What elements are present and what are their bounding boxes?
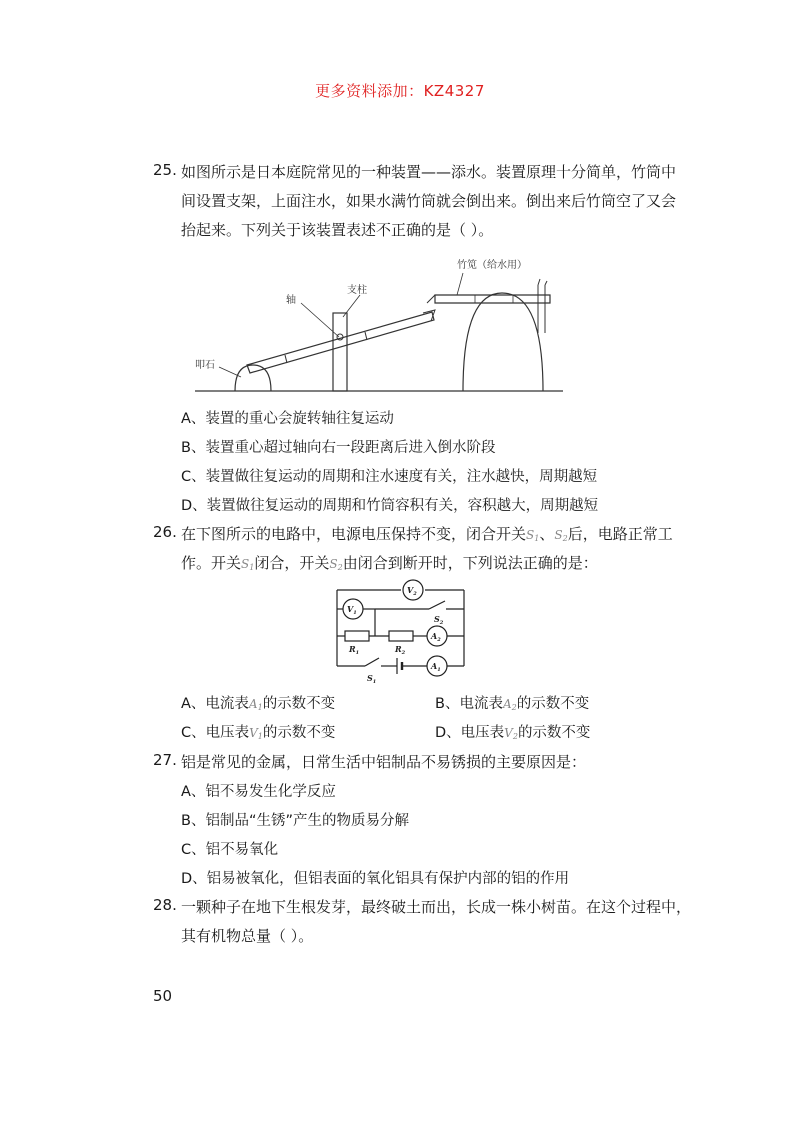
circuit-diagram bbox=[333, 578, 469, 686]
question-27-number: 27. bbox=[153, 751, 177, 769]
question-26-number: 26. bbox=[153, 523, 177, 541]
question-27-option-c: C、铝不易氧化 bbox=[181, 842, 279, 858]
circuit-r1-label: $R_1$ bbox=[349, 644, 360, 656]
question-26-option-c: C、电压表$V_1$的示数不变 bbox=[181, 725, 336, 741]
question-25-option-a: A、装置的重心会旋转轴往复运动 bbox=[181, 411, 394, 427]
circuit-v1-label: $V_1$ bbox=[347, 604, 357, 616]
post-label: 支柱 bbox=[347, 285, 367, 296]
question-28-line-2: 其有机物总量（ ）。 bbox=[181, 927, 314, 945]
question-25-option-c: C、装置做往复运动的周期和注水速度有关，注水越快，周期越短 bbox=[181, 469, 598, 485]
header-note: 更多资料添加：KZ4327 bbox=[315, 82, 485, 100]
question-27-option-a: A、铝不易发生化学反应 bbox=[181, 784, 336, 800]
question-27-stem: 铝是常见的金属，日常生活中铝制品不易锈损的主要原因是： bbox=[181, 753, 587, 771]
circuit-s2-label: $S_2$ bbox=[434, 614, 444, 626]
pipe-label: 竹笕（给水用） bbox=[457, 260, 527, 271]
shishi-odoshi-figure bbox=[195, 255, 575, 400]
question-25-option-d: D、装置做往复运动的周期和竹筒容积有关，容积越大，周期越短 bbox=[181, 498, 599, 514]
question-26-line-2: 作。开关$S_1$闭合，开关$S_2$由闭合到断开时，下列说法正确的是： bbox=[181, 554, 598, 572]
question-26-option-b: B、电流表$A_2$的示数不变 bbox=[435, 696, 590, 712]
question-28-number: 28. bbox=[153, 896, 177, 914]
question-25-line-1: 如图所示是日本庭院常见的一种装置——添水。装置原理十分简单，竹筒中 bbox=[181, 163, 677, 181]
feeding-pipe bbox=[435, 295, 550, 303]
question-26-line-1: 在下图所示的电路中，电源电压保持不变，闭合开关$S_1$、$S_2$后，电路正常工 bbox=[181, 525, 673, 543]
question-28-line-1: 一颗种子在地下生根发芽，最终破土而出，长成一株小树苗。在这个过程中， bbox=[181, 898, 692, 916]
circuit-v2-label: $V_2$ bbox=[407, 585, 417, 597]
question-26-option-d: D、电压表$V_2$的示数不变 bbox=[435, 725, 591, 741]
axis-label: 轴 bbox=[286, 295, 296, 306]
circuit-s1-label: $S_1$ bbox=[367, 673, 377, 685]
arch-rock bbox=[463, 293, 543, 391]
question-25-line-3: 抬起来。下列关于该装置表述不正确的是（ ）。 bbox=[181, 221, 494, 239]
question-25-line-2: 间设置支架，上面注水，如果水满竹筒就会倒出来。倒出来后竹筒空了又会 bbox=[181, 192, 677, 210]
question-27-option-d: D、铝易被氧化，但铝表面的氧化铝具有保护内部的铝的作用 bbox=[181, 871, 570, 887]
circuit-r2-label: $R_2$ bbox=[395, 644, 406, 656]
circuit-a2-label: $A_2$ bbox=[431, 631, 441, 643]
stone-label: 叩石 bbox=[195, 360, 215, 371]
question-25-number: 25. bbox=[153, 161, 177, 179]
question-26-option-a: A、电流表$A_1$的示数不变 bbox=[181, 696, 336, 712]
question-27-option-b: B、铝制品“生锈”产生的物质易分解 bbox=[181, 813, 409, 829]
question-25-option-b: B、装置重心超过轴向右一段距离后进入倒水阶段 bbox=[181, 440, 496, 456]
page-number: 50 bbox=[153, 987, 173, 1005]
pivot-axis bbox=[337, 334, 343, 340]
circuit-a1-label: $A_1$ bbox=[431, 661, 441, 673]
bamboo-tube bbox=[247, 312, 434, 373]
support-post bbox=[333, 313, 347, 391]
